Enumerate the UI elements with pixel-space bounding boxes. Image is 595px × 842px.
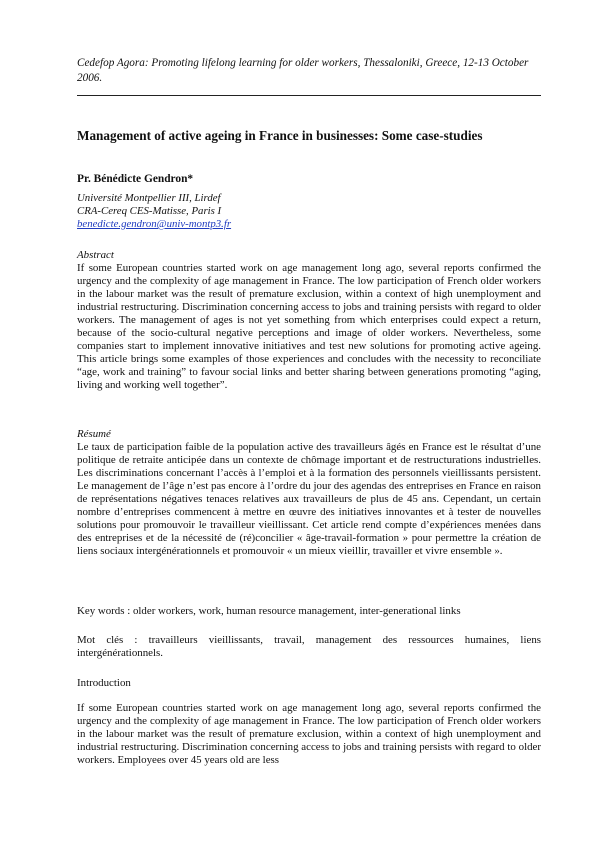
affiliation-block — [77, 192, 541, 231]
introduction-heading: Introduction — [77, 677, 131, 689]
keywords-line: Key words : older workers, work, human resource management, inter-generational links — [77, 605, 461, 617]
resume-label: Résumé — [77, 428, 111, 440]
resume-text: Le taux de participation faible de la population active des travailleurs âgés en France est le résultat d’une politique de retraite anticipée dans un contexte de chômage important et de restructurations industrielles. Les discriminations concernant l’accès à l’emploi et à la formation des personnels vieillissants persistent. Le management de l’âge n’est pas encore à l’ordre du jour des agendas des entreprises en France en raison de représentations négatives tenaces relatives aux travailleurs de plus de 45 ans. Cependant, un certain nombre d’entreprises commencent à mettre en œuvre des initiatives innovantes et à tester de nouvelles solutions pour promouvoir le travailleur vieillissant. Cet article rend compte d’expériences menées dans des entreprises et de la nécessité de (ré)concilier « âge-travail-formation » pour permettre la création de liens sociaux intergénérationnels et promouvoir « un mieux vieillir, travailler et vivre ensemble ». — [77, 441, 541, 557]
abstract-section — [77, 249, 541, 392]
resume-section — [77, 428, 541, 558]
abstract-label: Abstract — [77, 249, 114, 261]
abstract-text: If some European countries started work on age management long ago, several reports confirmed the urgency and the complexity of age management in France. The low participation of French older workers in the labour market was the result of premature exclusion, within a context of high unemployment and industrial restructuring. Discrimination concerning access to jobs and training persists with regard to older workers. The management of ages is not yet something from which enterprises could expect a return, because of the socio-cultural negative perceptions and image of older workers. Nevertheless, some companies start to implement innovative initiatives and test new solutions for promoting active ageing. This article brings some examples of those experiences and concludes with the necessity to reconciliate “age, work and training” to favour social links and better sharing between generations promoting “aging, living and working well together”. — [77, 262, 541, 391]
author-email-link[interactable]: benedicte.gendron@univ-montp3.fr — [77, 218, 232, 230]
introduction-text: If some European countries started work on age management long ago, several reports confirmed the urgency and the complexity of age management in France. The low participation of French older workers in the labour market was the result of premature exclusion, within a context of high unemployment and industrial restructuring. Discrimination concerning access to jobs and training persists with regard to older workers. Employees over 45 years old are less — [77, 702, 541, 766]
author-name: Pr. Bénédicte Gendron* — [77, 173, 194, 185]
mot-cles-line: Mot clés : travailleurs vieillissants, travail, management des ressources humaines, liens intergénérationnels. — [77, 634, 541, 659]
affiliation-line: CRA-Cereq CES-Matisse, Paris I — [77, 205, 222, 217]
conference-header: Cedefop Agora: Promoting lifelong learning for older workers, Thessaloniki, Greece, 12-13 October 2006. — [77, 57, 529, 84]
header-divider — [77, 95, 541, 96]
paper-title: Management of active ageing in France in businesses: Some case-studies — [77, 128, 483, 143]
affiliation-line: Université Montpellier III, Lirdef — [77, 192, 221, 204]
